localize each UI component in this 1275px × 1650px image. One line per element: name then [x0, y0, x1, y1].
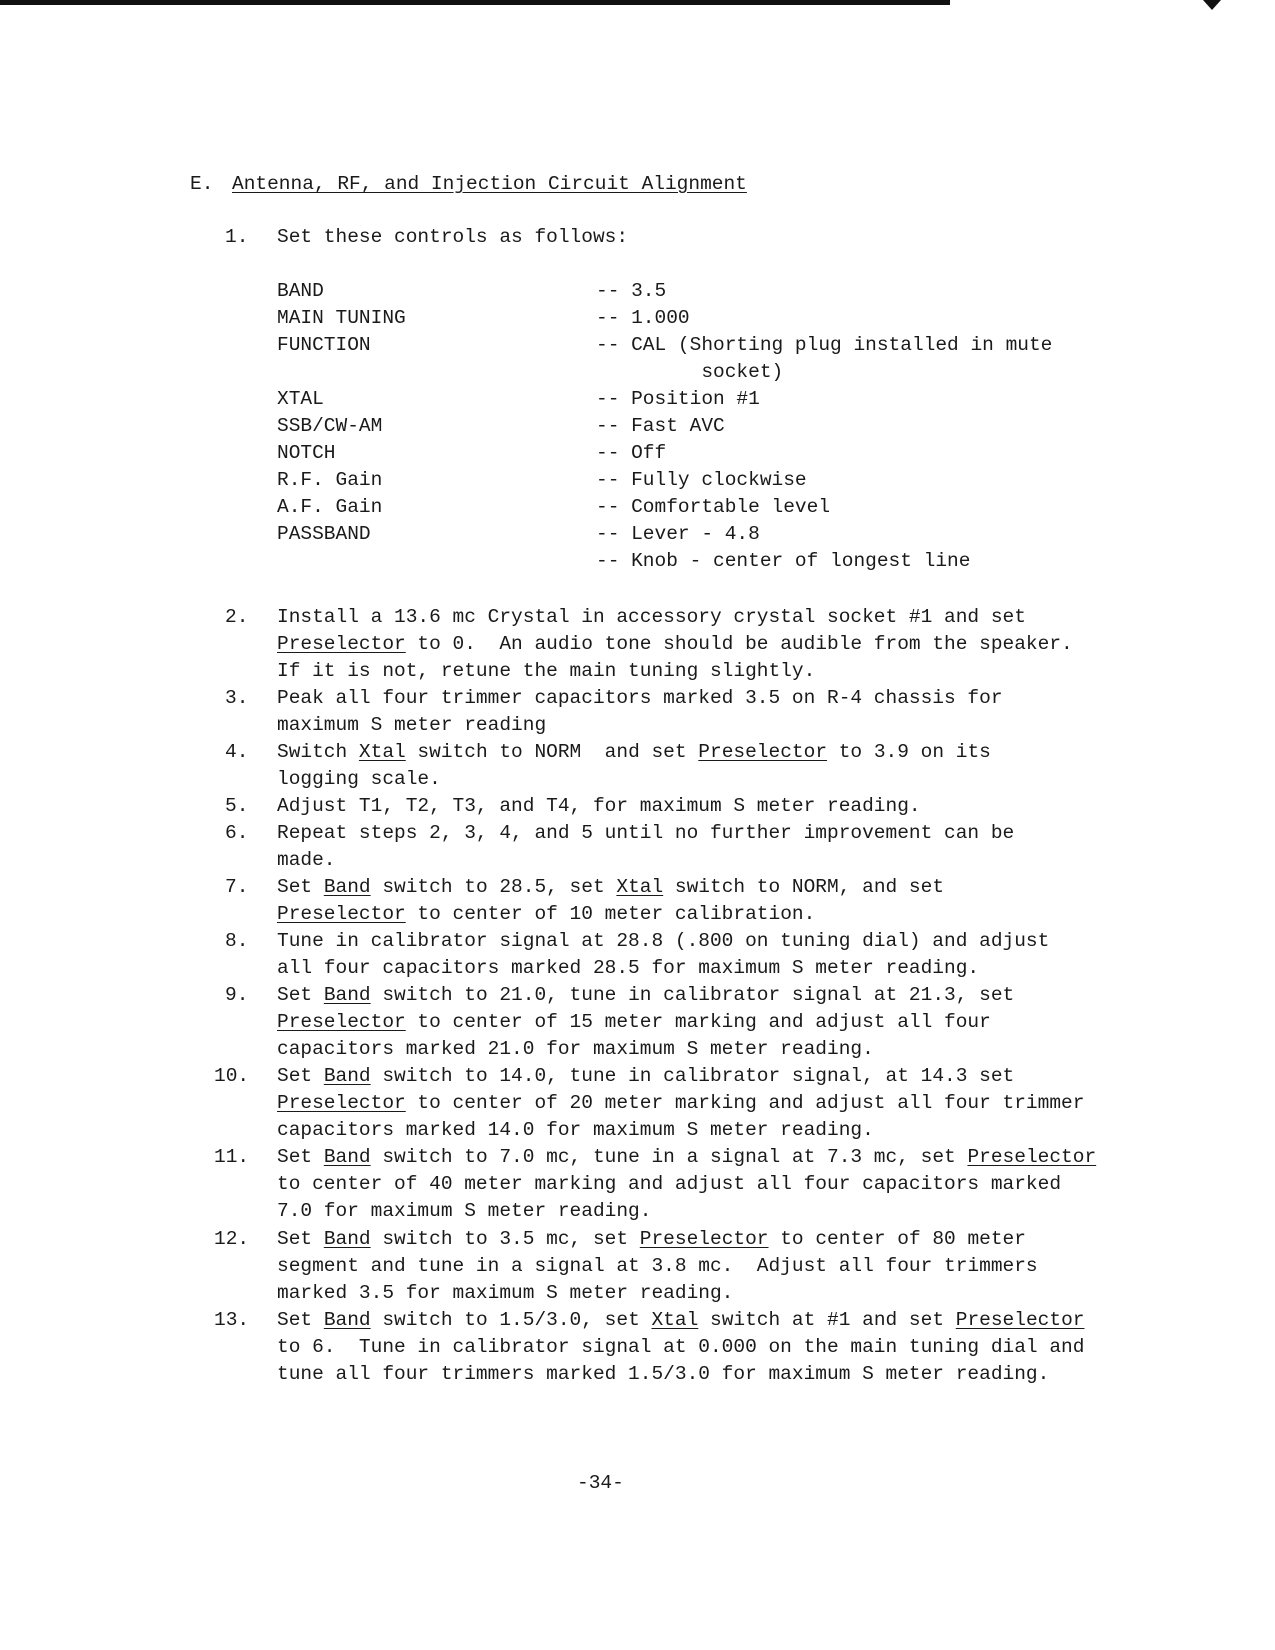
text-segment: switch at #1 and set — [698, 1309, 956, 1331]
control-value — [596, 332, 1052, 386]
step-text — [277, 1307, 1084, 1388]
text-segment: Switch — [277, 741, 359, 763]
control-value — [596, 386, 760, 413]
control-label: XTAL — [277, 388, 324, 410]
step-number: 8. — [225, 930, 249, 952]
step-line — [277, 1361, 1084, 1388]
step-text — [277, 685, 1003, 739]
control-label: MAIN TUNING — [277, 307, 406, 329]
step-text — [277, 1063, 1084, 1144]
control-value-line: -- Fully clockwise — [596, 469, 807, 491]
step-line — [277, 1198, 1096, 1225]
step-number: 2. — [225, 606, 249, 628]
control-value — [596, 413, 725, 440]
scan-top-border — [0, 0, 950, 5]
text-segment: Install a 13.6 mc Crystal in accessory crystal socket #1 and set — [277, 606, 1026, 628]
control-value — [596, 494, 830, 521]
underlined-term: Band — [323, 1228, 371, 1250]
control-value-line: -- Off — [596, 442, 667, 464]
text-segment: Set — [277, 1065, 324, 1087]
step-line — [277, 1334, 1084, 1361]
text-segment: to 6. Tune in calibrator signal at 0.000 on the main tuning dial and — [277, 1336, 1085, 1358]
text-segment: switch to 7.0 mc, tune in a signal at 7.3 mc, set — [370, 1146, 968, 1168]
text-segment: capacitors marked 21.0 for maximum S meter reading. — [277, 1038, 874, 1060]
step-text — [277, 874, 944, 928]
step-line — [277, 766, 991, 793]
text-segment: tune all four trimmers marked 1.5/3.0 for maximum S meter reading. — [277, 1363, 1050, 1385]
step-line — [277, 955, 1049, 982]
text-segment: If it is not, retune the main tuning slightly. — [277, 660, 816, 682]
step-line — [277, 820, 1014, 847]
underlined-term: Band — [323, 1146, 371, 1168]
step-number: 4. — [225, 741, 249, 763]
underlined-term: Preselector — [955, 1309, 1085, 1331]
text-segment: marked 3.5 for maximum S meter reading. — [277, 1282, 734, 1304]
step-text — [277, 793, 921, 820]
section-title — [232, 171, 747, 198]
step-number: 5. — [225, 795, 249, 817]
underlined-term: Preselector — [639, 1228, 769, 1250]
step-text — [277, 820, 1014, 874]
control-label: FUNCTION — [277, 334, 371, 356]
step-text — [277, 1226, 1038, 1307]
control-value-line: -- Comfortable level — [596, 496, 831, 518]
text-segment: switch to 3.5 mc, set — [370, 1228, 640, 1250]
control-value-line: -- Position #1 — [596, 388, 760, 410]
step-number: 13. — [214, 1309, 250, 1331]
underlined-term: Xtal — [616, 876, 664, 898]
step-line — [277, 739, 991, 766]
text-segment: to center of 15 meter marking and adjust all four — [405, 1011, 991, 1033]
text-segment: made. — [277, 849, 336, 871]
control-label: NOTCH — [277, 442, 336, 464]
step-text — [277, 928, 1049, 982]
step-line — [277, 1117, 1084, 1144]
text-segment: Set — [277, 1146, 324, 1168]
text-segment: to center of 80 meter — [768, 1228, 1026, 1250]
step-line — [277, 928, 1049, 955]
step-line — [277, 1226, 1038, 1253]
text-segment: Tune in calibrator signal at 28.8 (.800 on tuning dial) and adjust — [277, 930, 1050, 952]
step-line — [277, 982, 1014, 1009]
text-segment: Peak all four trimmer capacitors marked 3.5 on R-4 chassis for — [277, 687, 1003, 709]
step-line — [277, 658, 1073, 685]
underlined-term: Preselector — [277, 903, 406, 925]
step-line — [277, 1090, 1084, 1117]
step-line — [277, 685, 1003, 712]
step-text — [277, 739, 991, 793]
control-value — [596, 440, 666, 467]
underlined-term: Preselector — [277, 1092, 406, 1114]
step-line — [277, 631, 1073, 658]
page-number: -34- — [577, 1472, 624, 1494]
control-value-line: -- CAL (Shorting plug installed in mute — [596, 334, 1053, 356]
control-label: SSB/CW-AM — [277, 415, 383, 437]
underlined-term: Xtal — [358, 741, 406, 763]
step-line — [277, 901, 944, 928]
underlined-term: Band — [323, 876, 371, 898]
step-text — [277, 604, 1073, 685]
text-segment: capacitors marked 14.0 for maximum S meter reading. — [277, 1119, 874, 1141]
step-line — [277, 1307, 1084, 1334]
text-segment: switch to 14.0, tune in calibrator signal, at 14.3 set — [370, 1065, 1015, 1087]
text-segment: logging scale. — [277, 768, 441, 790]
text-segment: switch to 21.0, tune in calibrator signal at 21.3, set — [370, 984, 1015, 1006]
control-label: A.F. Gain — [277, 496, 383, 518]
control-value-line: -- Knob - center of longest line — [596, 550, 971, 572]
text-segment: segment and tune in a signal at 3.8 mc. Adjust all four trimmers — [277, 1255, 1038, 1277]
step-line — [277, 1036, 1014, 1063]
step-number: 10. — [214, 1065, 250, 1087]
step-line — [277, 1009, 1014, 1036]
underlined-term: Band — [323, 984, 371, 1006]
underlined-term: Band — [323, 1065, 371, 1087]
section-letter: E. — [190, 173, 214, 195]
step-number: 6. — [225, 822, 249, 844]
step-text — [277, 1144, 1096, 1225]
step-text — [277, 982, 1014, 1063]
step-line — [277, 1144, 1096, 1171]
step-line — [277, 793, 921, 820]
text-segment: Set — [277, 1228, 324, 1250]
text-segment: switch to NORM and set — [405, 741, 699, 763]
step-number: 12. — [214, 1228, 250, 1250]
control-label: PASSBAND — [277, 523, 371, 545]
text-segment: Adjust T1, T2, T3, and T4, for maximum S meter reading. — [277, 795, 921, 817]
control-value-line: -- Fast AVC — [596, 415, 725, 437]
underlined-term: Preselector — [277, 1011, 406, 1033]
step-line — [277, 604, 1073, 631]
step-line — [277, 712, 1003, 739]
control-value-line: -- 1.000 — [596, 307, 690, 329]
text-segment: Set — [277, 1309, 324, 1331]
control-label: R.F. Gain — [277, 469, 383, 491]
scan-corner-mark — [1203, 0, 1221, 10]
text-segment: Set — [277, 876, 324, 898]
underlined-term: Xtal — [651, 1309, 699, 1331]
control-value-line: -- Lever - 4.8 — [596, 523, 760, 545]
step-number: 9. — [225, 984, 249, 1006]
text-segment: Repeat steps 2, 3, 4, and 5 until no further improvement can be — [277, 822, 1015, 844]
step-line — [277, 1171, 1096, 1198]
text-segment: Set — [277, 984, 324, 1006]
step-number: 7. — [225, 876, 249, 898]
underlined-term: Preselector — [967, 1146, 1097, 1168]
text-segment: 7.0 for maximum S meter reading. — [277, 1200, 652, 1222]
control-label: BAND — [277, 280, 324, 302]
step-line — [277, 874, 944, 901]
step-line — [277, 1280, 1038, 1307]
step-line — [277, 1253, 1038, 1280]
step-number: 3. — [225, 687, 249, 709]
text-segment: to center of 20 meter marking and adjust all four trimmer — [405, 1092, 1085, 1114]
underlined-term: Band — [323, 1309, 371, 1331]
text-segment: switch to NORM, and set — [663, 876, 945, 898]
step-line — [277, 847, 1014, 874]
section-title-text: Antenna, RF, and Injection Circuit Alignment — [232, 173, 747, 195]
control-value-line: socket) — [596, 361, 784, 383]
step-text: Set these controls as follows: — [277, 226, 629, 248]
text-segment: to 0. An audio tone should be audible from the speaker. — [405, 633, 1073, 655]
text-segment: switch to 1.5/3.0, set — [370, 1309, 652, 1331]
text-segment: to 3.9 on its — [827, 741, 991, 763]
text-segment: maximum S meter reading — [277, 714, 547, 736]
control-value — [596, 467, 807, 494]
text-segment: all four capacitors marked 28.5 for maximum S meter reading. — [277, 957, 980, 979]
step-line — [277, 1063, 1084, 1090]
underlined-term: Preselector — [277, 633, 406, 655]
control-value-line: -- 3.5 — [596, 280, 667, 302]
text-segment: switch to 28.5, set — [370, 876, 617, 898]
text-segment: to center of 10 meter calibration. — [405, 903, 816, 925]
step-number: 11. — [214, 1146, 250, 1168]
control-value — [596, 521, 970, 575]
text-segment: to center of 40 meter marking and adjust all four capacitors marked — [277, 1173, 1062, 1195]
underlined-term: Preselector — [698, 741, 828, 763]
control-value — [596, 305, 690, 332]
step-number: 1. — [225, 226, 249, 248]
control-value — [596, 278, 666, 305]
